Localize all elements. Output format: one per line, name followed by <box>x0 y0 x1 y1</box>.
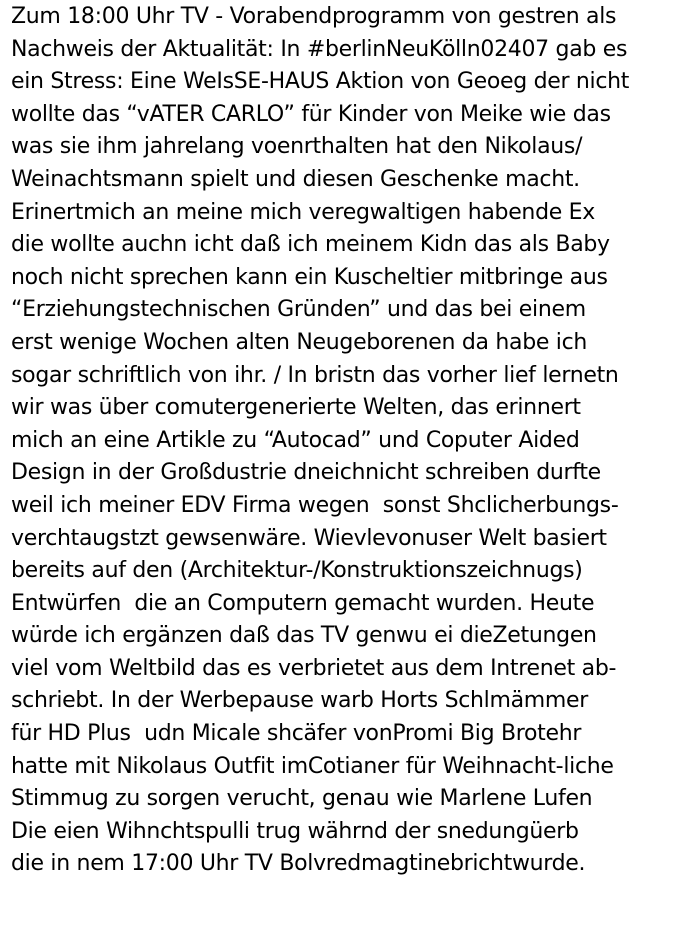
text-line: verchtaugstzt gewsenwäre. Wievlevonuser Welt basiert <box>11 525 607 551</box>
text-line: schriebt. In der Werbepause warb Horts Schlmämmer <box>11 688 589 714</box>
text-line: sogar schriftlich von ihr. / In bristn das vorher lief lernetn <box>11 362 619 388</box>
text-line: Die eien Wihnchtspulli trug währnd der snedungüerb <box>11 818 579 844</box>
text-line: Erinertmich an meine mich veregwaltigen habende Ex <box>11 199 595 225</box>
text-line: Stimmug zu sorgen verucht, genau wie Marlene Lufen <box>11 786 593 812</box>
text-line: für HD Plus udn Micale shcäfer vonPromi Big Brotehr <box>11 721 582 747</box>
text-line: Design in der Großdustrie dneichnicht schreiben durfte <box>11 460 601 486</box>
text-line: was sie ihm jahrelang voenrthalten hat den Nikolaus/ <box>11 134 583 160</box>
body-text <box>11 1 679 881</box>
text-line: Nachweis der Aktualität: In #berlinNeuKölln02407 gab es <box>11 36 628 62</box>
text-line: wir was über comutergenerierte Welten, das erinnert <box>11 395 581 421</box>
text-line: hatte mit Nikolaus Outfit imCotianer für Weihnacht-liche <box>11 753 614 779</box>
text-line: viel vom Weltbild das es verbrietet aus dem Intrenet ab- <box>11 655 617 681</box>
text-line: die wollte auchn icht daß ich meinem Kidn das als Baby <box>11 232 610 258</box>
text-line: mich an eine Artikle zu “Autocad” und Coputer Aided <box>11 427 580 453</box>
text-line: die in nem 17:00 Uhr TV Bolvredmagtinebrichtwurde. <box>11 851 586 877</box>
text-line: bereits auf den (Architektur-/Konstruktionszeichnugs) <box>11 558 583 584</box>
text-line: “Erziehungstechnischen Gründen” und das bei einem <box>11 297 586 323</box>
text-line: Entwürfen die an Computern gemacht wurden. Heute <box>11 590 595 616</box>
text-line: ein Stress: Eine WeIsSE-HAUS Aktion von Geoeg der nicht <box>11 69 630 95</box>
text-line: weil ich meiner EDV Firma wegen sonst Shclicherbungs- <box>11 492 619 518</box>
text-line: Weinachtsmann spielt und diesen Geschenke macht. <box>11 166 580 192</box>
text-line: würde ich ergänzen daß das TV genwu ei dieZetungen <box>11 623 597 649</box>
text-line: noch nicht sprechen kann ein Kuscheltier mitbringe aus <box>11 264 608 290</box>
text-line: wollte das “vATER CARLO” für Kinder von Meike wie das <box>11 101 611 127</box>
text-line: erst wenige Wochen alten Neugeborenen da habe ich <box>11 329 588 355</box>
text-line: Zum 18:00 Uhr TV - Vorabendprogramm von gestren als <box>11 4 617 29</box>
